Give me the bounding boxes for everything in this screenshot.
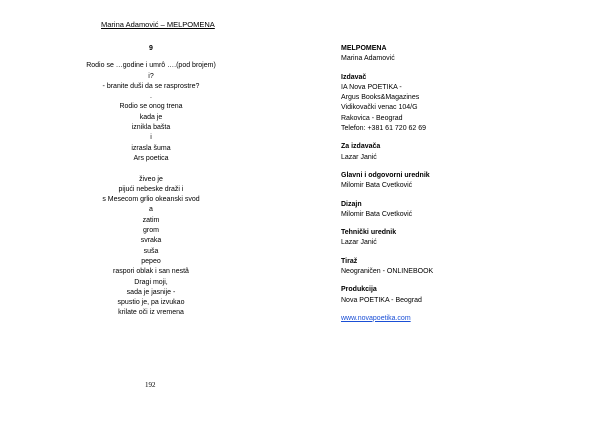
tech-editor-label: Tehnički urednik <box>341 229 397 237</box>
poem-line: grom <box>143 227 159 235</box>
poem-line: zatim <box>142 216 160 224</box>
poem-line: . <box>150 93 152 101</box>
poem-line: Rodio se onog trena <box>119 103 183 111</box>
poem-line: pijući nebeske draži i <box>118 185 184 193</box>
poem-line: raspori oblak i san nestâ <box>113 268 189 276</box>
publisher-line: IA Nova POETIKA - <box>341 83 402 91</box>
poem <box>80 44 222 319</box>
poem-line <box>80 164 222 174</box>
poem-line: s Mesecom grlio okeanski svod <box>102 196 200 204</box>
print-run: Neograničen - ONLINEBOOK <box>341 268 434 276</box>
poem-line: i? <box>148 72 154 80</box>
publisher-line: Telefon: +381 61 720 62 69 <box>341 125 427 133</box>
poem-line: Rodio se …godine i umrô ….(pod brojem) <box>86 62 216 70</box>
poem-line: - branite duši da se rasprostre? <box>102 82 200 90</box>
editor-label: Glavni i odgovorni urednik <box>341 171 430 179</box>
production: Nova POETIKA - Beograd <box>341 296 422 304</box>
poem-line: iznikla bašta <box>131 124 171 132</box>
poem-line: svraka <box>140 237 162 245</box>
poem-line: spustio je, pa izvukao <box>117 299 185 307</box>
design: Milomir Bata Cvetković <box>341 210 413 218</box>
poem-line: krilate oči iz vremena <box>118 309 184 317</box>
poem-line: i <box>150 134 152 142</box>
poem-line: suša <box>143 247 159 255</box>
publisher-line: Vidikovački venac 104/G <box>341 104 418 112</box>
poem-line: Ars poetica <box>133 154 169 162</box>
editor: Milomir Bata Cvetković <box>341 182 413 190</box>
poem-line: izrasla šuma <box>131 144 171 152</box>
poem-line: kada je <box>139 113 163 121</box>
production-label: Produkcija <box>341 286 377 294</box>
poem-line: živeo je <box>139 175 163 183</box>
design-label: Dizajn <box>341 200 362 208</box>
print-run-label: Tiraž <box>341 257 358 265</box>
poem-title: 9 <box>149 45 153 52</box>
publisher-line: Rakovica - Beograd <box>341 114 403 122</box>
publisher-line: Argus Books&Magazines <box>341 94 420 102</box>
poem-body <box>80 61 222 318</box>
for-publisher: Lazar Janić <box>341 153 377 161</box>
book-author: Marina Adamović <box>341 55 395 63</box>
page-number: 192 <box>145 381 156 389</box>
tech-editor: Lazar Janić <box>341 239 377 247</box>
for-publisher-label: Za izdavača <box>341 143 381 151</box>
poem-line: a <box>149 206 153 214</box>
poem-line: Dragi moji, <box>134 278 168 286</box>
website-link[interactable]: www.novapoetika.com <box>341 314 411 322</box>
book-title: MELPOMENA <box>341 45 387 52</box>
poem-line: sada je jasnije - <box>126 288 176 296</box>
poem-line: pepeo <box>141 257 161 265</box>
colophon <box>341 44 501 332</box>
running-header: Marina Adamović – MELPOMENA <box>101 20 215 29</box>
publisher-label: Izdavač <box>341 73 367 81</box>
